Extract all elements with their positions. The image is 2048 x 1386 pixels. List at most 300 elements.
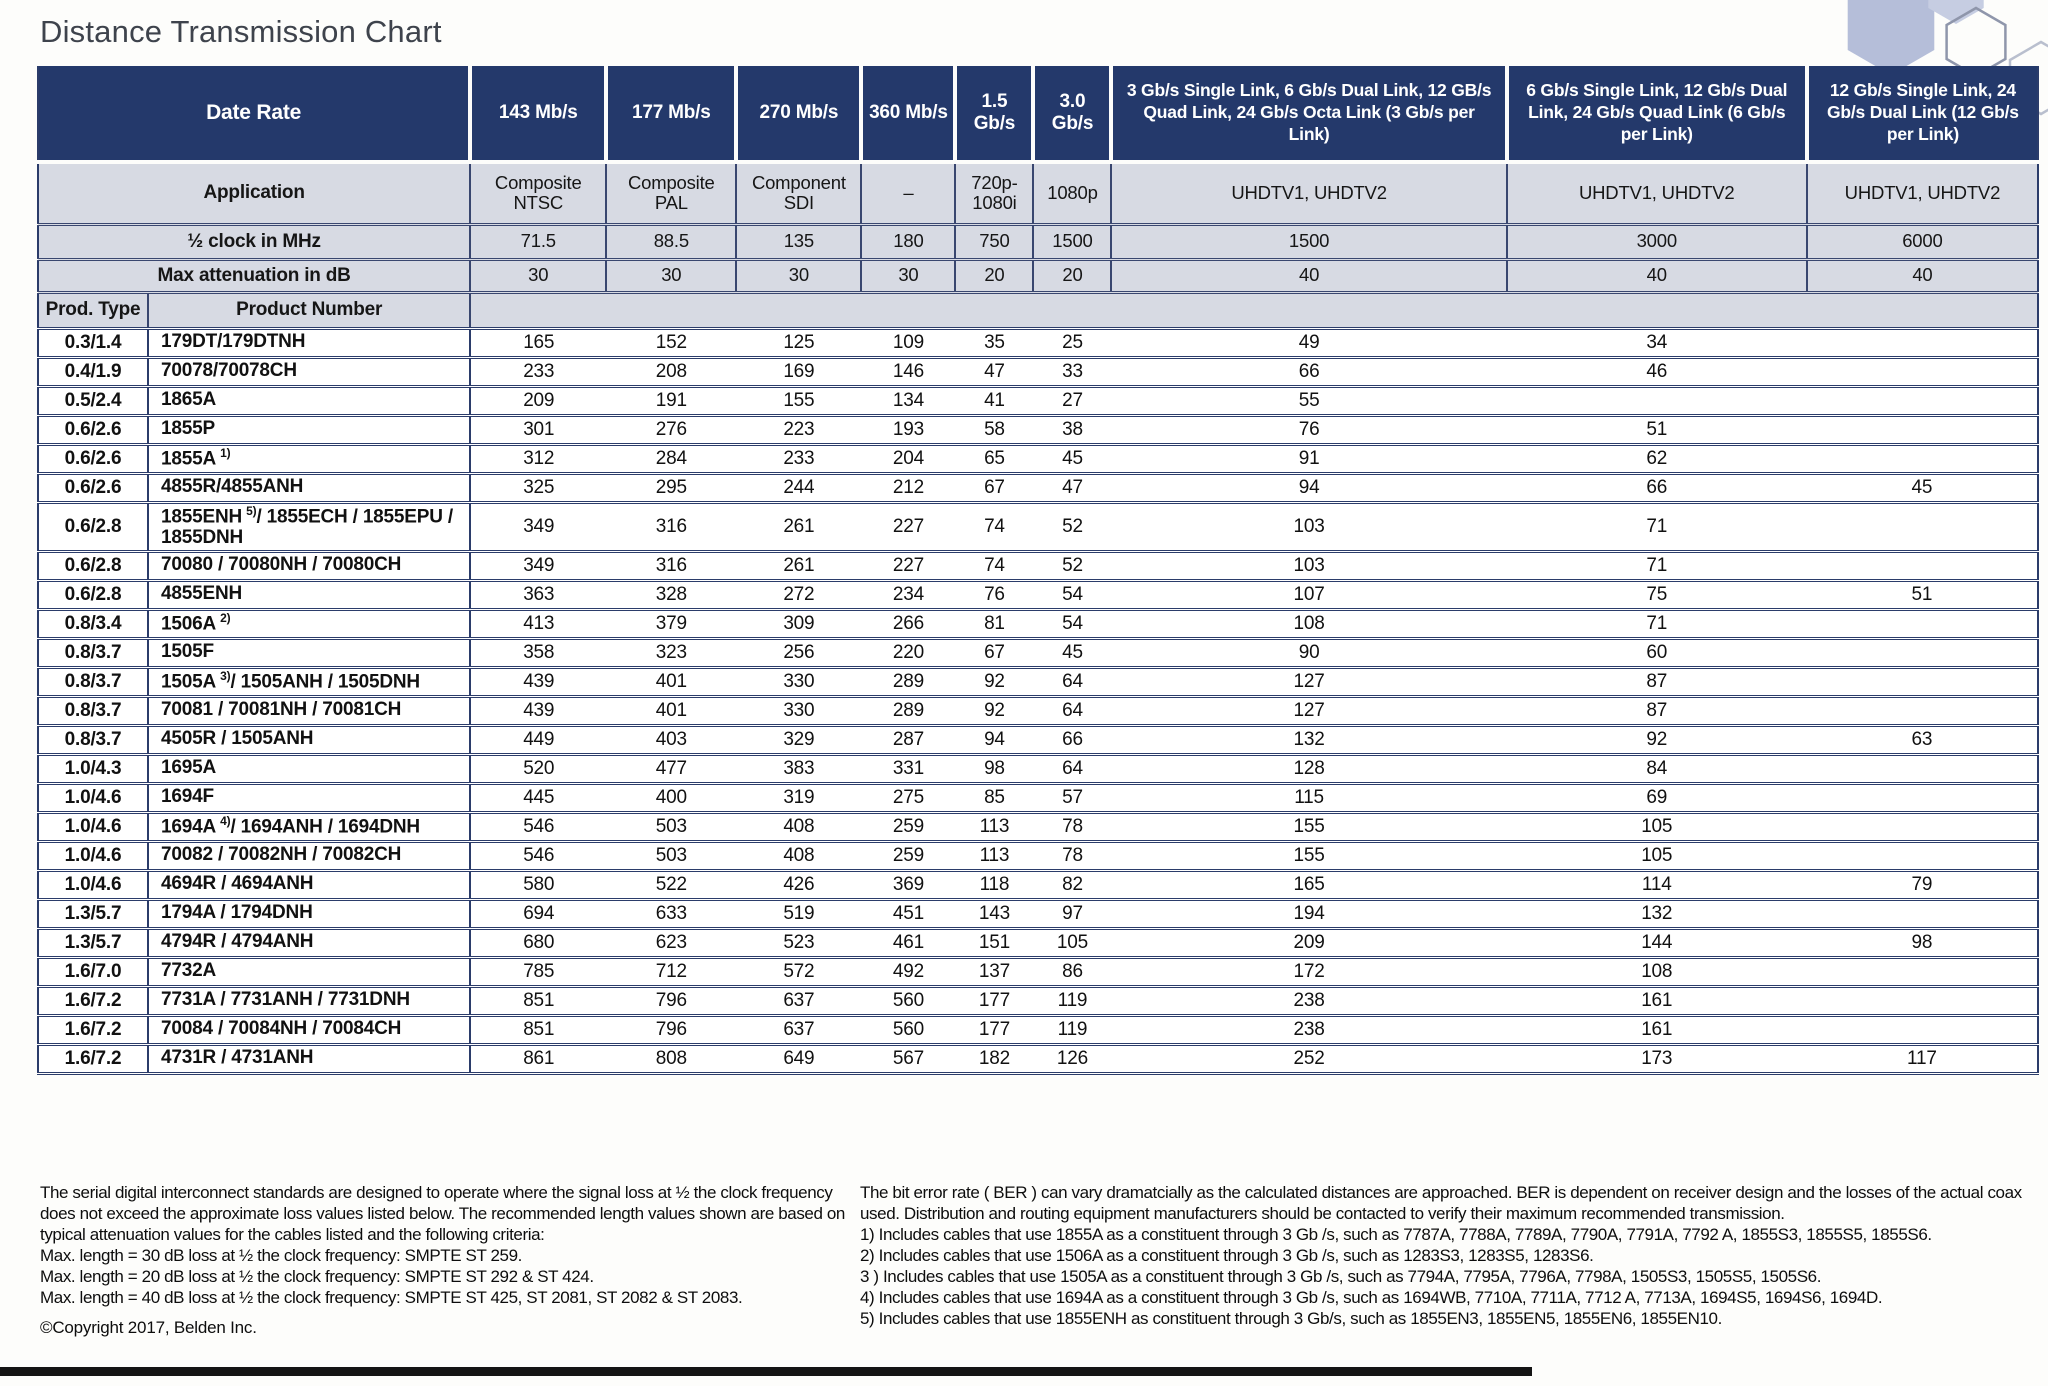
footnote-marker: 5): [243, 503, 257, 518]
distance-value-cell: 261: [736, 502, 861, 551]
distance-value-cell: 71: [1507, 609, 1807, 638]
distance-value-cell: 64: [1033, 667, 1111, 696]
prod-type-cell: 0.6/2.8: [38, 551, 148, 580]
distance-value-cell: 204: [861, 444, 955, 473]
footnote-5: 5) Includes cables that use 1855ENH as constituent through 3 Gb/s, such as 1855EN3, 1855EN5, 1855EN6, 1855EN10.: [860, 1309, 1722, 1328]
distance-value-cell: 209: [470, 386, 606, 415]
footnote-marker: 3): [217, 669, 231, 683]
attenuation-cell: 40: [1807, 259, 2038, 292]
distance-value-cell: 694: [470, 899, 606, 928]
product-number-cell: 70081 / 70081NH / 70081CH: [148, 696, 470, 725]
distance-value-cell: 323: [606, 638, 736, 667]
clock-cell: 6000: [1807, 224, 2038, 259]
distance-value-cell: [1807, 667, 2038, 696]
prod-type-cell: 0.6/2.6: [38, 444, 148, 473]
distance-value-cell: 143: [955, 899, 1033, 928]
table-row: [38, 696, 2038, 725]
table-body: [38, 328, 2038, 1073]
distance-value-cell: 560: [861, 1015, 955, 1044]
footnote-marker: 1): [217, 445, 231, 460]
distance-value-cell: 522: [606, 870, 736, 899]
footer-left-column: [40, 1182, 845, 1338]
application-cell: –: [861, 162, 955, 224]
rate-header-360mbs: 360 Mb/s: [861, 66, 955, 162]
bottom-rule-bar: [0, 1367, 1532, 1376]
distance-value-cell: 637: [736, 986, 861, 1015]
application-cell: Component SDI: [736, 162, 861, 224]
table-row: [38, 502, 2038, 551]
distance-value-cell: 426: [736, 870, 861, 899]
distance-value-cell: 66: [1507, 473, 1807, 502]
rate-header-177mbs: 177 Mb/s: [606, 66, 736, 162]
distance-value-cell: 289: [861, 667, 955, 696]
table-row: [38, 551, 2038, 580]
distance-value-cell: 74: [955, 551, 1033, 580]
distance-value-cell: 439: [470, 696, 606, 725]
product-number-cell: 70078/70078CH: [148, 357, 470, 386]
distance-value-cell: 208: [606, 357, 736, 386]
distance-value-cell: 60: [1507, 638, 1807, 667]
distance-value-cell: 227: [861, 502, 955, 551]
distance-value-cell: 41: [955, 386, 1033, 415]
distance-value-cell: [1807, 986, 2038, 1015]
distance-value-cell: 177: [955, 1015, 1033, 1044]
distance-value-cell: 92: [955, 696, 1033, 725]
distance-value-cell: 289: [861, 696, 955, 725]
footer-ber-note: The bit error rate ( BER ) can vary dramatcially as the calculated distances are approached. BER is dependent on receiver design and the losses of the actual coax used. Distribution and routing equipment manufacturers should be contacted to verify their maximum recommended transmission.: [860, 1183, 2022, 1223]
table-row: [38, 609, 2038, 638]
distance-value-cell: 69: [1507, 783, 1807, 812]
footer-criterion-40db: Max. length = 40 dB loss at ½ the clock frequency: SMPTE ST 425, ST 2081, ST 2082 & ST 2083.: [40, 1288, 743, 1307]
product-number-cell: 1855ENH $^{5)}$/ 1855ECH / 1855EPU / 1855DNH: [148, 502, 470, 551]
distance-value-cell: 560: [861, 986, 955, 1015]
application-cell: 1080p: [1033, 162, 1111, 224]
distance-value-cell: 78: [1033, 841, 1111, 870]
distance-value-cell: 57: [1033, 783, 1111, 812]
prod-type-cell: 1.0/4.6: [38, 812, 148, 841]
distance-value-cell: 182: [955, 1044, 1033, 1073]
distance-value-cell: [1807, 609, 2038, 638]
application-cell: Composite NTSC: [470, 162, 606, 224]
table-row: [38, 357, 2038, 386]
distance-value-cell: 98: [955, 754, 1033, 783]
distance-value-cell: 152: [606, 328, 736, 357]
rate-header-1-5gbs: 1.5 Gb/s: [955, 66, 1033, 162]
distance-value-cell: 328: [606, 580, 736, 609]
distance-value-cell: 87: [1507, 667, 1807, 696]
clock-cell: 1500: [1111, 224, 1506, 259]
distance-value-cell: 316: [606, 502, 736, 551]
prod-type-cell: 0.6/2.6: [38, 473, 148, 502]
distance-value-cell: 637: [736, 1015, 861, 1044]
distance-value-cell: 276: [606, 415, 736, 444]
copyright-notice: ©Copyright 2017, Belden Inc.: [40, 1318, 257, 1337]
distance-value-cell: 301: [470, 415, 606, 444]
product-number-cell: 4855R/4855ANH: [148, 473, 470, 502]
prod-type-label: Prod. Type: [38, 292, 148, 328]
distance-value-cell: 103: [1111, 502, 1506, 551]
prod-type-cell: 0.8/3.7: [38, 725, 148, 754]
distance-value-cell: 785: [470, 957, 606, 986]
prod-type-cell: 1.0/4.6: [38, 783, 148, 812]
distance-value-cell: 519: [736, 899, 861, 928]
table-row: [38, 580, 2038, 609]
table-row: [38, 725, 2038, 754]
header-row-application: [38, 162, 2038, 224]
distance-value-cell: 401: [606, 696, 736, 725]
product-number-cell: 4855ENH: [148, 580, 470, 609]
rate-header-3-0gbs: 3.0 Gb/s: [1033, 66, 1111, 162]
distance-value-cell: 567: [861, 1044, 955, 1073]
distance-value-cell: 126: [1033, 1044, 1111, 1073]
distance-value-cell: 401: [606, 667, 736, 696]
product-number-cell: 1855A $^{1)}$: [148, 444, 470, 473]
distance-value-cell: 234: [861, 580, 955, 609]
distance-value-cell: 259: [861, 812, 955, 841]
distance-value-cell: 155: [1111, 812, 1506, 841]
distance-value-cell: 47: [955, 357, 1033, 386]
distance-value-cell: 633: [606, 899, 736, 928]
distance-value-cell: [1507, 386, 1807, 415]
attenuation-cell: 30: [606, 259, 736, 292]
distance-value-cell: [1807, 957, 2038, 986]
distance-value-cell: 461: [861, 928, 955, 957]
distance-value-cell: 86: [1033, 957, 1111, 986]
application-label: Application: [38, 162, 470, 224]
distance-value-cell: 349: [470, 502, 606, 551]
table-row: [38, 783, 2038, 812]
clock-cell: 1500: [1033, 224, 1111, 259]
footer-criterion-30db: Max. length = 30 dB loss at ½ the clock frequency: SMPTE ST 259.: [40, 1246, 522, 1265]
distance-value-cell: 146: [861, 357, 955, 386]
product-number-cell: 70080 / 70080NH / 70080CH: [148, 551, 470, 580]
distance-value-cell: 400: [606, 783, 736, 812]
hexagon-filled-large: [1848, 0, 1935, 75]
distance-value-cell: [1807, 696, 2038, 725]
distance-value-cell: 67: [955, 638, 1033, 667]
distance-value-cell: 144: [1507, 928, 1807, 957]
prod-type-cell: 1.0/4.6: [38, 841, 148, 870]
max-attenuation-label: Max attenuation in dB: [38, 259, 470, 292]
distance-value-cell: 312: [470, 444, 606, 473]
attenuation-cell: 30: [861, 259, 955, 292]
attenuation-cell: 40: [1111, 259, 1506, 292]
product-number-cell: 7732A: [148, 957, 470, 986]
product-number-label: Product Number: [148, 292, 470, 328]
product-number-cell: 1855P: [148, 415, 470, 444]
distance-value-cell: [1807, 328, 2038, 357]
distance-value-cell: 151: [955, 928, 1033, 957]
distance-value-cell: 49: [1111, 328, 1506, 357]
clock-cell: 71.5: [470, 224, 606, 259]
distance-value-cell: 177: [955, 986, 1033, 1015]
distance-value-cell: 212: [861, 473, 955, 502]
distance-value-cell: 45: [1033, 638, 1111, 667]
table-row: [38, 638, 2038, 667]
distance-value-cell: 259: [861, 841, 955, 870]
distance-value-cell: [1807, 386, 2038, 415]
distance-value-cell: 238: [1111, 986, 1506, 1015]
distance-value-cell: 82: [1033, 870, 1111, 899]
distance-value-cell: 103: [1111, 551, 1506, 580]
application-cell: UHDTV1, UHDTV2: [1507, 162, 1807, 224]
footnote-2: 2) Includes cables that use 1506A as a constituent through 3 Gb /s, such as 1283S3, 1283S5, 1283S6.: [860, 1246, 1594, 1265]
table-row: [38, 928, 2038, 957]
distance-value-cell: 155: [736, 386, 861, 415]
distance-value-cell: 74: [955, 502, 1033, 551]
prod-type-cell: 1.3/5.7: [38, 899, 148, 928]
prod-type-cell: 0.8/3.7: [38, 667, 148, 696]
clock-cell: 180: [861, 224, 955, 259]
attenuation-cell: 30: [470, 259, 606, 292]
distance-value-cell: 94: [955, 725, 1033, 754]
distance-value-cell: 45: [1807, 473, 2038, 502]
distance-value-cell: 71: [1507, 551, 1807, 580]
distance-value-cell: [1807, 783, 2038, 812]
distance-value-cell: 477: [606, 754, 736, 783]
distance-value-cell: 363: [470, 580, 606, 609]
table-row: [38, 667, 2038, 696]
distance-value-cell: 113: [955, 812, 1033, 841]
rate-header-143mbs: 143 Mb/s: [470, 66, 606, 162]
distance-value-cell: 623: [606, 928, 736, 957]
product-number-cell: 1505F: [148, 638, 470, 667]
distance-value-cell: 330: [736, 667, 861, 696]
application-cell: UHDTV1, UHDTV2: [1111, 162, 1506, 224]
footnote-marker: 4): [217, 814, 231, 828]
distance-value-cell: [1807, 357, 2038, 386]
table-row: [38, 899, 2038, 928]
distance-value-cell: 108: [1111, 609, 1506, 638]
table-row: [38, 812, 2038, 841]
product-number-cell: 4694R / 4694ANH: [148, 870, 470, 899]
distance-value-cell: 796: [606, 1015, 736, 1044]
distance-value-cell: 165: [1111, 870, 1506, 899]
footnote-1: 1) Includes cables that use 1855A as a constituent through 3 Gb /s, such as 7787A, 7788A, 7789A, 7790A, 7791A, 7792 A, 1855S3, 1855S5, 1855S6.: [860, 1225, 1932, 1244]
distance-value-cell: 109: [861, 328, 955, 357]
rate-header-12gbs-multilink: 12 Gb/s Single Link, 24 Gb/s Dual Link (12 Gb/s per Link): [1807, 66, 2038, 162]
distance-value-cell: 25: [1033, 328, 1111, 357]
table-row: [38, 1015, 2038, 1044]
footnote-3: 3 ) Includes cables that use 1505A as a constituent through 3 Gb /s, such as 7794A, 7795A, 7796A, 7798A, 1505S3, 1505S5, 1505S6.: [860, 1267, 1822, 1286]
prod-type-cell: 1.6/7.2: [38, 986, 148, 1015]
distance-value-cell: 413: [470, 609, 606, 638]
distance-value-cell: 329: [736, 725, 861, 754]
distance-value-cell: 319: [736, 783, 861, 812]
distance-value-cell: 244: [736, 473, 861, 502]
distance-value-cell: 55: [1111, 386, 1506, 415]
distance-value-cell: 503: [606, 812, 736, 841]
distance-value-cell: 134: [861, 386, 955, 415]
header-row-max-attenuation: [38, 259, 2038, 292]
distance-value-cell: 209: [1111, 928, 1506, 957]
prod-type-cell: 0.8/3.7: [38, 696, 148, 725]
table-row: [38, 473, 2038, 502]
distance-value-cell: [1807, 415, 2038, 444]
distance-value-cell: [1807, 899, 2038, 928]
distance-value-cell: 137: [955, 957, 1033, 986]
distance-value-cell: 91: [1111, 444, 1506, 473]
header-row-product: [38, 292, 2038, 328]
distance-value-cell: [1807, 812, 2038, 841]
clock-cell: 88.5: [606, 224, 736, 259]
distance-value-cell: 712: [606, 957, 736, 986]
distance-value-cell: 64: [1033, 754, 1111, 783]
distance-value-cell: 127: [1111, 667, 1506, 696]
rate-header-270mbs: 270 Mb/s: [736, 66, 861, 162]
distance-value-cell: 85: [955, 783, 1033, 812]
application-cell: 720p-1080i: [955, 162, 1033, 224]
distance-value-cell: 54: [1033, 580, 1111, 609]
rate-header-3gbs-multilink: 3 Gb/s Single Link, 6 Gb/s Dual Link, 12 GB/s Quad Link, 24 Gb/s Octa Link (3 Gb/s per Link): [1111, 66, 1506, 162]
table-row: [38, 841, 2038, 870]
distance-value-cell: 256: [736, 638, 861, 667]
distance-value-cell: 649: [736, 1044, 861, 1073]
distance-value-cell: 220: [861, 638, 955, 667]
distance-value-cell: 114: [1507, 870, 1807, 899]
distance-value-cell: 172: [1111, 957, 1506, 986]
distance-value-cell: 194: [1111, 899, 1506, 928]
prod-type-cell: 1.0/4.3: [38, 754, 148, 783]
distance-value-cell: 92: [1507, 725, 1807, 754]
product-number-cell: 1694A $^{4)}$/ 1694ANH / 1694DNH: [148, 812, 470, 841]
distance-value-cell: 27: [1033, 386, 1111, 415]
application-cell: UHDTV1, UHDTV2: [1807, 162, 2038, 224]
distance-value-cell: [1807, 551, 2038, 580]
distance-value-cell: 92: [955, 667, 1033, 696]
distance-value-cell: 33: [1033, 357, 1111, 386]
distance-value-cell: 295: [606, 473, 736, 502]
attenuation-cell: 20: [1033, 259, 1111, 292]
product-number-cell: 1506A $^{2)}$: [148, 609, 470, 638]
distance-value-cell: 287: [861, 725, 955, 754]
footnote-marker: 2): [217, 611, 231, 625]
distance-value-cell: 105: [1033, 928, 1111, 957]
prod-type-cell: 1.6/7.2: [38, 1015, 148, 1044]
prod-type-cell: 1.0/4.6: [38, 870, 148, 899]
table-row: [38, 415, 2038, 444]
prod-type-cell: 0.4/1.9: [38, 357, 148, 386]
distance-value-cell: 408: [736, 841, 861, 870]
distance-value-cell: 34: [1507, 328, 1807, 357]
distance-value-cell: 45: [1033, 444, 1111, 473]
distance-value-cell: 79: [1807, 870, 2038, 899]
product-number-cell: 1865A: [148, 386, 470, 415]
product-number-cell: 1794A / 1794DNH: [148, 899, 470, 928]
footer: [40, 1182, 2035, 1338]
distance-value-cell: 572: [736, 957, 861, 986]
distance-value-cell: 546: [470, 841, 606, 870]
distance-value-cell: [1807, 638, 2038, 667]
distance-value-cell: 161: [1507, 986, 1807, 1015]
prod-type-cell: 0.6/2.8: [38, 580, 148, 609]
header-row-data-rate: [38, 66, 2038, 162]
distance-value-cell: 54: [1033, 609, 1111, 638]
distance-value-cell: 169: [736, 357, 861, 386]
prod-type-cell: 1.6/7.2: [38, 1044, 148, 1073]
distance-value-cell: 62: [1507, 444, 1807, 473]
distance-value-cell: 233: [736, 444, 861, 473]
distance-transmission-table: [37, 66, 2039, 1075]
product-number-cell: 1505A $^{3)}$/ 1505ANH / 1505DNH: [148, 667, 470, 696]
distance-value-cell: 439: [470, 667, 606, 696]
distance-value-cell: 78: [1033, 812, 1111, 841]
distance-value-cell: 128: [1111, 754, 1506, 783]
distance-value-cell: 67: [955, 473, 1033, 502]
distance-value-cell: 252: [1111, 1044, 1506, 1073]
clock-cell: 750: [955, 224, 1033, 259]
distance-value-cell: 38: [1033, 415, 1111, 444]
attenuation-cell: 40: [1507, 259, 1807, 292]
distance-value-cell: 65: [955, 444, 1033, 473]
distance-value-cell: 358: [470, 638, 606, 667]
distance-value-cell: 680: [470, 928, 606, 957]
table-row: [38, 986, 2038, 1015]
prod-type-cell: 0.3/1.4: [38, 328, 148, 357]
distance-value-cell: 98: [1807, 928, 2038, 957]
distance-value-cell: 223: [736, 415, 861, 444]
distance-value-cell: 369: [861, 870, 955, 899]
distance-value-cell: 796: [606, 986, 736, 1015]
distance-value-cell: 309: [736, 609, 861, 638]
distance-value-cell: 261: [736, 551, 861, 580]
distance-value-cell: 46: [1507, 357, 1807, 386]
distance-value-cell: 325: [470, 473, 606, 502]
distance-value-cell: 64: [1033, 696, 1111, 725]
product-number-cell: 7731A / 7731ANH / 7731DNH: [148, 986, 470, 1015]
distance-value-cell: [1807, 754, 2038, 783]
distance-value-cell: 238: [1111, 1015, 1506, 1044]
product-number-cell: 1694F: [148, 783, 470, 812]
distance-value-cell: 275: [861, 783, 955, 812]
distance-value-cell: 115: [1111, 783, 1506, 812]
distance-value-cell: 132: [1111, 725, 1506, 754]
distance-value-cell: 105: [1507, 812, 1807, 841]
prod-type-cell: 1.3/5.7: [38, 928, 148, 957]
distance-value-cell: 71: [1507, 502, 1807, 551]
distance-value-cell: [1807, 841, 2038, 870]
distance-value-cell: [1807, 502, 2038, 551]
distance-value-cell: 227: [861, 551, 955, 580]
header-row-half-clock: [38, 224, 2038, 259]
distance-value-cell: 51: [1507, 415, 1807, 444]
distance-value-cell: 119: [1033, 1015, 1111, 1044]
attenuation-cell: 30: [736, 259, 861, 292]
table-row: [38, 1044, 2038, 1073]
prod-type-cell: 0.8/3.4: [38, 609, 148, 638]
product-number-cell: 70082 / 70082NH / 70082CH: [148, 841, 470, 870]
product-number-cell: 1695A: [148, 754, 470, 783]
distance-value-cell: 266: [861, 609, 955, 638]
distance-value-cell: 173: [1507, 1044, 1807, 1073]
distance-value-cell: 165: [470, 328, 606, 357]
distance-value-cell: 330: [736, 696, 861, 725]
table-row: [38, 444, 2038, 473]
distance-value-cell: 520: [470, 754, 606, 783]
distance-value-cell: 51: [1807, 580, 2038, 609]
distance-value-cell: 503: [606, 841, 736, 870]
distance-value-cell: 66: [1111, 357, 1506, 386]
distance-value-cell: 97: [1033, 899, 1111, 928]
distance-value-cell: 851: [470, 1015, 606, 1044]
distance-value-cell: 119: [1033, 986, 1111, 1015]
half-clock-label: ½ clock in MHz: [38, 224, 470, 259]
footer-standards-note: The serial digital interconnect standards are designed to operate where the signal loss at ½ the clock frequency does not exceed the approximate loss values listed below. The recommended length values shown are based on typical attenuation values for the cables listed and the following criteria:: [40, 1183, 845, 1244]
table-row: [38, 754, 2038, 783]
distance-value-cell: 127: [1111, 696, 1506, 725]
distance-value-cell: 108: [1507, 957, 1807, 986]
table-row: [38, 957, 2038, 986]
